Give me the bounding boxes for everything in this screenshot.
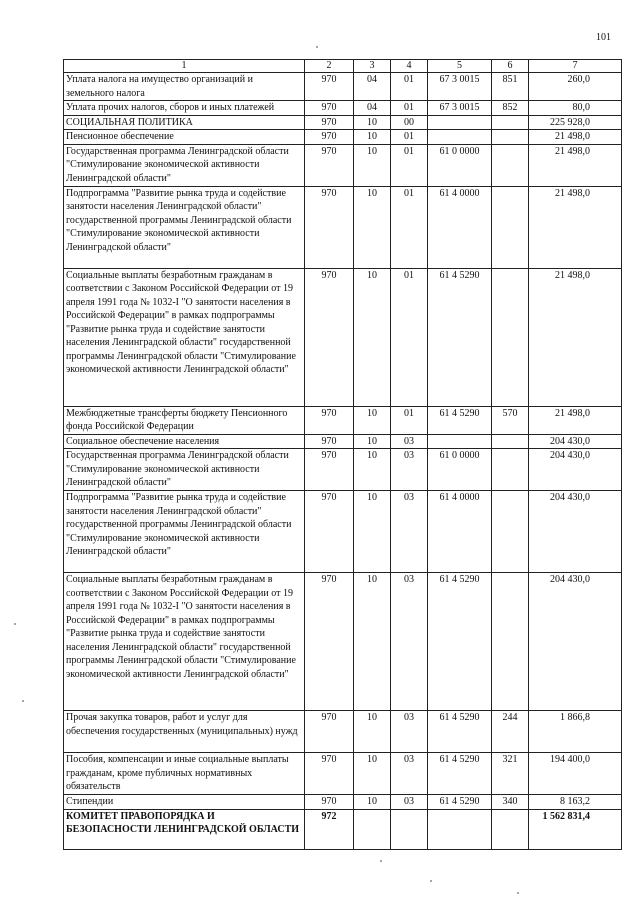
- row-name-cell: Пенсионное обеспечение: [64, 130, 305, 145]
- row-subsection-cell: 01: [391, 101, 428, 116]
- table-row: [64, 711, 622, 753]
- row-code-cell: 970: [305, 449, 354, 491]
- row-amount-cell: 80,0: [529, 101, 622, 116]
- row-expense-type-cell: 244: [492, 711, 529, 753]
- row-name-cell: Прочая закупка товаров, работ и услуг для обеспечения государственных (муниципальных) нужд: [64, 711, 305, 753]
- scan-speck: [517, 892, 519, 894]
- table-row: [64, 434, 622, 449]
- row-subsection-cell: [391, 809, 428, 849]
- row-target-article-cell: [428, 115, 492, 130]
- row-name-cell: Социальное обеспечение населения: [64, 434, 305, 449]
- row-target-article-cell: [428, 130, 492, 145]
- scan-speck: [380, 860, 382, 862]
- row-code-cell: 970: [305, 73, 354, 101]
- row-subsection-cell: 01: [391, 144, 428, 186]
- row-expense-type-cell: [492, 434, 529, 449]
- row-target-article-cell: 61 4 5290: [428, 573, 492, 711]
- row-name-cell: Социальные выплаты безработным гражданам в соответствии с Законом Российской Федерации от 19 апреля 1991 года № 1032-I "О занятости населения в Российской Федерации" в рамках подпрограммы "Развитие рынка труда и содействие занятости населения Ленинградской области" государственной программы Ленинградской области "Стимулирование экономической активности Ленинградской области": [64, 268, 305, 406]
- row-name-cell: Подпрограмма "Развитие рынка труда и содействие занятости населения Ленинградской области" государственной программы Ленинградской области "Стимулирование экономической активности Ленинградской области": [64, 491, 305, 573]
- header-col-6: 6: [492, 60, 529, 73]
- row-section-cell: 10: [354, 406, 391, 434]
- row-expense-type-cell: 851: [492, 73, 529, 101]
- table-row: [64, 115, 622, 130]
- row-expense-type-cell: 340: [492, 795, 529, 810]
- row-subsection-cell: 01: [391, 406, 428, 434]
- row-name-cell: Пособия, компенсации и иные социальные выплаты гражданам, кроме публичных нормативных обязательств: [64, 753, 305, 795]
- row-name-cell: Социальные выплаты безработным гражданам в соответствии с Законом Российской Федерации от 19 апреля 1991 года № 1032-I "О занятости населения в Российской Федерации" в рамках подпрограммы "Развитие рынка труда и содействие занятости населения Ленинградской области" государственной программы Ленинградской области "Стимулирование экономической активности Ленинградской области": [64, 573, 305, 711]
- row-code-cell: 970: [305, 268, 354, 406]
- table-row: [64, 795, 622, 810]
- row-section-cell: 10: [354, 115, 391, 130]
- row-name-cell: СОЦИАЛЬНАЯ ПОЛИТИКА: [64, 115, 305, 130]
- row-amount-cell: 204 430,0: [529, 449, 622, 491]
- table-row: [64, 130, 622, 145]
- row-expense-type-cell: [492, 809, 529, 849]
- row-target-article-cell: 61 4 0000: [428, 186, 492, 268]
- row-section-cell: 10: [354, 753, 391, 795]
- row-subsection-cell: 00: [391, 115, 428, 130]
- table-row: [64, 809, 622, 849]
- row-subsection-cell: 01: [391, 268, 428, 406]
- row-expense-type-cell: 570: [492, 406, 529, 434]
- row-target-article-cell: 67 3 0015: [428, 101, 492, 116]
- row-name-cell: Уплата налога на имущество организаций и земельного налога: [64, 73, 305, 101]
- row-code-cell: 970: [305, 491, 354, 573]
- row-section-cell: 10: [354, 434, 391, 449]
- row-amount-cell: 21 498,0: [529, 130, 622, 145]
- scan-speck: [14, 623, 16, 625]
- row-amount-cell: 1 866,8: [529, 711, 622, 753]
- row-section-cell: 10: [354, 711, 391, 753]
- page-number: 101: [596, 32, 611, 43]
- table-row: [64, 449, 622, 491]
- row-code-cell: 970: [305, 130, 354, 145]
- table-row: [64, 491, 622, 573]
- row-target-article-cell: 61 4 5290: [428, 711, 492, 753]
- row-name-cell: Уплата прочих налогов, сборов и иных платежей: [64, 101, 305, 116]
- row-expense-type-cell: [492, 186, 529, 268]
- row-subsection-cell: 01: [391, 73, 428, 101]
- row-expense-type-cell: [492, 491, 529, 573]
- row-amount-cell: 21 498,0: [529, 144, 622, 186]
- row-code-cell: 970: [305, 434, 354, 449]
- header-col-3: 3: [354, 60, 391, 73]
- row-section-cell: [354, 809, 391, 849]
- row-name-cell: Межбюджетные трансферты бюджету Пенсионного фонда Российской Федерации: [64, 406, 305, 434]
- table-row: [64, 753, 622, 795]
- row-section-cell: 10: [354, 573, 391, 711]
- row-expense-type-cell: [492, 115, 529, 130]
- row-code-cell: 970: [305, 144, 354, 186]
- row-subsection-cell: 03: [391, 795, 428, 810]
- row-code-cell: 970: [305, 101, 354, 116]
- header-col-2: 2: [305, 60, 354, 73]
- row-section-cell: 10: [354, 144, 391, 186]
- row-target-article-cell: 67 3 0015: [428, 73, 492, 101]
- row-target-article-cell: [428, 434, 492, 449]
- row-target-article-cell: 61 4 5290: [428, 406, 492, 434]
- row-section-cell: 10: [354, 130, 391, 145]
- row-subsection-cell: 01: [391, 186, 428, 268]
- row-name-cell: Стипендии: [64, 795, 305, 810]
- row-code-cell: 972: [305, 809, 354, 849]
- row-subsection-cell: 01: [391, 130, 428, 145]
- row-section-cell: 04: [354, 73, 391, 101]
- row-expense-type-cell: [492, 268, 529, 406]
- scan-speck: [22, 700, 24, 702]
- table-row: [64, 101, 622, 116]
- row-section-cell: 10: [354, 268, 391, 406]
- header-col-1: 1: [64, 60, 305, 73]
- row-target-article-cell: 61 4 5290: [428, 795, 492, 810]
- table-row: [64, 268, 622, 406]
- row-amount-cell: 260,0: [529, 73, 622, 101]
- row-expense-type-cell: [492, 130, 529, 145]
- row-section-cell: 04: [354, 101, 391, 116]
- row-target-article-cell: 61 0 0000: [428, 449, 492, 491]
- row-amount-cell: 21 498,0: [529, 186, 622, 268]
- row-subsection-cell: 03: [391, 491, 428, 573]
- row-amount-cell: 204 430,0: [529, 491, 622, 573]
- row-target-article-cell: 61 4 0000: [428, 491, 492, 573]
- row-expense-type-cell: [492, 573, 529, 711]
- header-col-4: 4: [391, 60, 428, 73]
- header-row: [64, 60, 622, 73]
- row-expense-type-cell: 852: [492, 101, 529, 116]
- row-amount-cell: 8 163,2: [529, 795, 622, 810]
- table-body: [64, 73, 622, 850]
- row-name-cell: Государственная программа Ленинградской области "Стимулирование экономической активности Ленинградской области": [64, 449, 305, 491]
- row-subsection-cell: 03: [391, 434, 428, 449]
- row-name-cell: Государственная программа Ленинградской области "Стимулирование экономической активности Ленинградской области": [64, 144, 305, 186]
- row-name-cell: КОМИТЕТ ПРАВОПОРЯДКА И БЕЗОПАСНОСТИ ЛЕНИНГРАДСКОЙ ОБЛАСТИ: [64, 809, 305, 849]
- table-row: [64, 573, 622, 711]
- header-col-7: 7: [529, 60, 622, 73]
- table-row: [64, 144, 622, 186]
- row-amount-cell: 194 400,0: [529, 753, 622, 795]
- table-row: [64, 186, 622, 268]
- row-subsection-cell: 03: [391, 573, 428, 711]
- table-row: [64, 406, 622, 434]
- row-expense-type-cell: [492, 449, 529, 491]
- header-col-5: 5: [428, 60, 492, 73]
- row-amount-cell: 204 430,0: [529, 434, 622, 449]
- budget-table: [63, 59, 622, 850]
- row-section-cell: 10: [354, 491, 391, 573]
- row-code-cell: 970: [305, 795, 354, 810]
- row-code-cell: 970: [305, 753, 354, 795]
- row-amount-cell: 225 928,0: [529, 115, 622, 130]
- row-target-article-cell: 61 4 5290: [428, 268, 492, 406]
- row-target-article-cell: 61 4 5290: [428, 753, 492, 795]
- row-amount-cell: 21 498,0: [529, 406, 622, 434]
- row-code-cell: 970: [305, 115, 354, 130]
- row-target-article-cell: 61 0 0000: [428, 144, 492, 186]
- row-subsection-cell: 03: [391, 711, 428, 753]
- row-expense-type-cell: 321: [492, 753, 529, 795]
- row-amount-cell: 204 430,0: [529, 573, 622, 711]
- row-amount-cell: 1 562 831,4: [529, 809, 622, 849]
- row-section-cell: 10: [354, 795, 391, 810]
- table-row: [64, 73, 622, 101]
- row-code-cell: 970: [305, 711, 354, 753]
- row-expense-type-cell: [492, 144, 529, 186]
- row-code-cell: 970: [305, 186, 354, 268]
- row-code-cell: 970: [305, 573, 354, 711]
- row-target-article-cell: [428, 809, 492, 849]
- row-amount-cell: 21 498,0: [529, 268, 622, 406]
- scan-speck: [316, 46, 318, 48]
- row-name-cell: Подпрограмма "Развитие рынка труда и содействие занятости населения Ленинградской области" государственной программы Ленинградской области "Стимулирование экономической активности Ленинградской области": [64, 186, 305, 268]
- scan-speck: [430, 880, 432, 882]
- row-code-cell: 970: [305, 406, 354, 434]
- row-section-cell: 10: [354, 186, 391, 268]
- row-subsection-cell: 03: [391, 753, 428, 795]
- row-section-cell: 10: [354, 449, 391, 491]
- row-subsection-cell: 03: [391, 449, 428, 491]
